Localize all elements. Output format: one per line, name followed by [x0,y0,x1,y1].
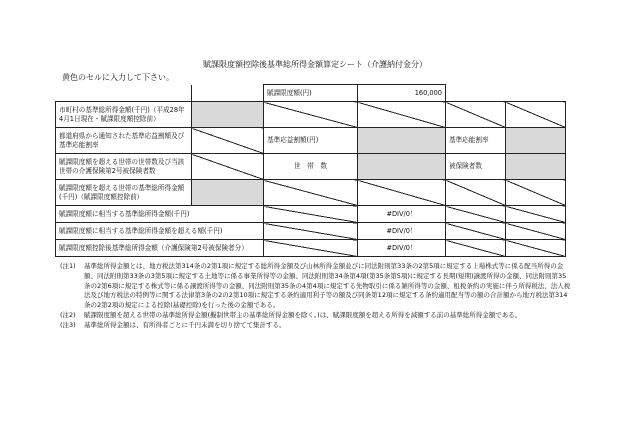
diagonal-cell [264,240,358,257]
note-text: 基準総所得金額とは、地方税法第314条の2第1項に規定する総所得金額及び山林所得金額並びに同法附則第33条の2第5項に規定する上場株式等に係る配当所得の金額、同法附則第33条の3第5項に規定する土地等に係る事業所得等の金額、同法附則第34条第4項(第35条第5項)に規定する長期(短期)譲渡所得の金額、同法附則第35条の2第6項に規定する株式等に係る譲渡所得等の金額、同法附則第35条の4第4項に規定する先物取引に係る雑所得等の金額、租税条約の実施に伴う所得税法、法人税法及び地方税法の特例等に関する法律第3条の2の2第10項に規定する条約適用利子等の額及び同条第12項に規定する条約適用配当等の額の合計額から地方税法第314条の2第2項の規定による控除(基礎控除)を行った後の金額である。 [84,262,571,309]
note-text: 基準総所得金額は、有所得者ごとに千円未満を切り捨てて集計する。 [84,320,286,329]
diagonal-cell [192,154,264,180]
diagonal-cell [446,240,506,257]
diagonal-cell [446,223,506,240]
diagonal-cell [264,180,358,206]
limit-equivalent-value: #DIV/0！ [358,206,446,223]
diagonal-cell [506,180,566,206]
over-limit-income-label: 賦課限度額を超える世帯の基準総所得金額(千円)（賦課限度額控除前） [56,180,192,206]
benefit-amount-input[interactable] [358,128,446,154]
table-row [56,154,566,180]
note-label: (注2) [60,310,76,319]
diagonal-cell [264,223,358,240]
table-row [56,223,566,240]
table-row [56,180,566,206]
excess-amount-label: 賦課限度額に相当する基準総所得金額を超える額(千円) [56,223,264,240]
household-count-label: 賦課限度額を超える世帯の世帯数及び当該世帯の介護保険第2号被保険者数 [56,154,192,180]
final-income-label: 賦課限度額控除後基準総所得金額（介護保険第2号被保険者分） [56,240,264,257]
households-input[interactable] [358,154,446,180]
note-text: 賦課限度額を超える世帯の基準総所得金額(擬制世帯主の基準総所得金額を除く。)は、賦課限度額を超える所得を減額する前の基準総所得金額である。 [84,310,522,319]
ability-rate-input[interactable] [506,128,566,154]
diagonal-cell [358,180,446,206]
prefecture-rate-label: 都道府県から通知された基準応益割額及び基準応能割率 [56,128,192,154]
blank-cell [192,85,264,102]
input-instruction: 黄色のセルに入力して下さい。 [62,73,174,82]
note-label: (注3) [60,320,76,329]
diagonal-cell [506,240,566,257]
limit-equivalent-label: 賦課限度額に相当する基準総所得金額(千円) [56,206,264,223]
note-label: (注1) [60,262,76,270]
diagonal-cell [446,206,506,223]
table-row [56,240,566,257]
benefit-amount-label: 基準応益割額(円) [264,128,358,154]
assessment-limit-label: 賦課限度額(円) [264,85,358,102]
diagonal-cell [446,180,506,206]
table-row [56,102,566,128]
diagonal-cell [358,102,446,128]
blank-cell [446,85,506,102]
diagonal-cell [446,102,506,128]
diagonal-cell [506,206,566,223]
note-item [60,321,572,331]
diagonal-cell [264,102,358,128]
insured-count-label: 被保険者数 [446,154,506,180]
note-item [60,262,572,311]
ability-rate-label: 基準応能割率 [446,128,506,154]
note-item [60,311,572,321]
diagonal-cell [192,128,264,154]
municipal-income-input[interactable] [192,102,264,128]
table-row [56,128,566,154]
blank-cell [506,85,566,102]
calculation-table [55,84,566,257]
municipal-income-label: 市町村の基準総所得金額(千円)（平成28年4月1日現在・賦課限度額控除前） [56,102,192,128]
diagonal-cell [506,102,566,128]
final-income-value: #DIV/0！ [358,240,446,257]
over-limit-income-input[interactable] [192,180,264,206]
notes-section [60,262,572,330]
blank-cell [56,85,192,102]
diagonal-cell [264,206,358,223]
diagonal-cell [506,223,566,240]
households-label: 世 帯 数 [264,154,358,180]
assessment-limit-value[interactable]: 160,000 [358,85,446,102]
excess-amount-value: #DIV/0！ [358,223,446,240]
table-row [56,206,566,223]
table-row [56,85,566,102]
insured-count-input[interactable] [506,154,566,180]
sheet-title: 賦課限度額控除後基準総所得金額算定シート（介護納付金分） [203,60,427,69]
